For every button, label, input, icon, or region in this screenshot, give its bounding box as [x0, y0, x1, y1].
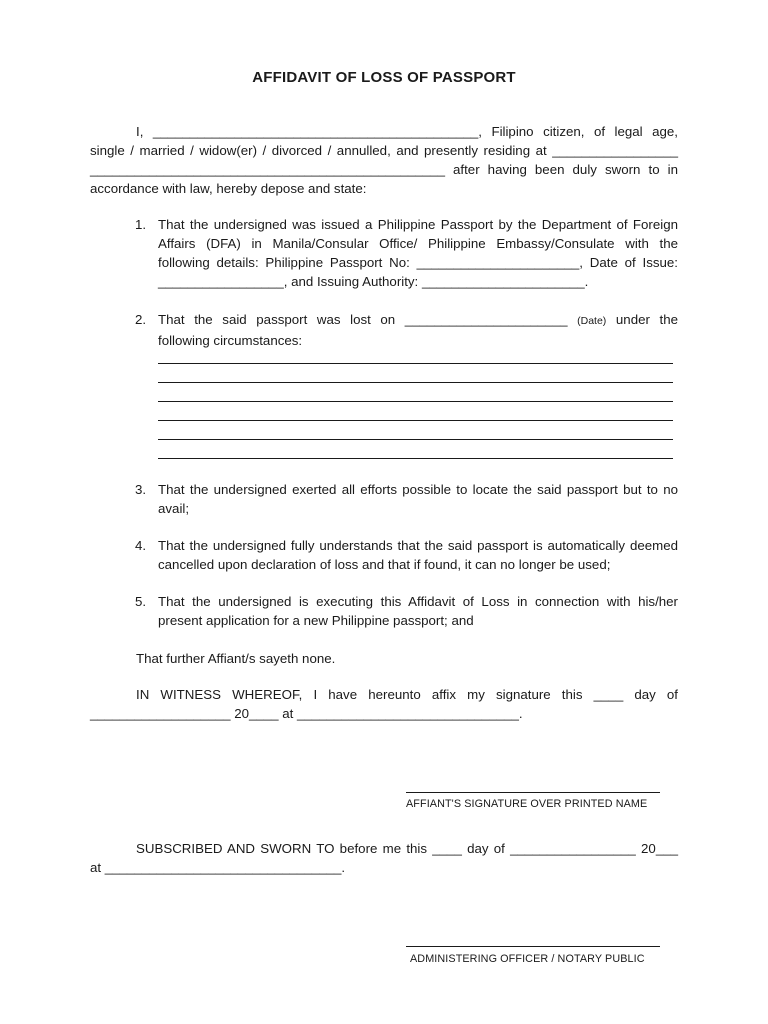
- item-text: [158, 592, 678, 630]
- intro-paragraph: [90, 122, 678, 198]
- item-line: present application for a new Philippine passport; and: [158, 613, 474, 628]
- item-text: [158, 310, 678, 350]
- item-line: _________________, and Issuing Authority: ______________________.: [158, 274, 589, 289]
- item-number: 1.: [135, 217, 147, 232]
- under-the-text: under the: [615, 312, 678, 327]
- lost-on-text: That the said passport was lost on ______________________: [158, 312, 568, 327]
- item-text: [158, 480, 678, 518]
- circumstance-line-2: [158, 382, 673, 383]
- date-hint: (Date): [577, 315, 607, 327]
- notary-signature-label: ADMINISTERING OFFICER / NOTARY PUBLIC: [410, 953, 645, 965]
- item-text: [158, 215, 678, 291]
- circumstance-line-5: [158, 439, 673, 440]
- witness-paragraph: [90, 685, 678, 723]
- item-number: 5.: [135, 594, 147, 609]
- intro-line-4: accordance with law, hereby depose and state:: [90, 181, 367, 196]
- circumstance-line-3: [158, 401, 673, 402]
- circumstance-line-4: [158, 420, 673, 421]
- item-number: 4.: [135, 538, 147, 553]
- item-line: cancelled upon declaration of loss and that if found, it can no longer be used;: [158, 557, 611, 572]
- notary-signature-line: [406, 946, 660, 947]
- item-line: That the undersigned exerted all efforts possible to locate the said passport but to no: [158, 482, 678, 497]
- circumstance-line-1: [158, 363, 673, 364]
- subscribed-line-1: SUBSCRIBED AND SWORN TO before me this ____ day of _________________ 20___: [136, 841, 678, 856]
- further-text: That further Affiant/s sayeth none.: [136, 651, 336, 666]
- item-line: [158, 310, 678, 331]
- intro-line-3: ________________________________________________ after having been duly sworn to in: [90, 162, 678, 177]
- item-line: Affairs (DFA) in Manila/Consular Office/ Philippine Embassy/Consulate with the: [158, 236, 678, 251]
- intro-line-1: I, ____________________________________________, Filipino citizen, of legal age,: [136, 124, 678, 139]
- item-number: 3.: [135, 482, 147, 497]
- document-title: AFFIDAVIT OF LOSS OF PASSPORT: [252, 69, 516, 86]
- subscribed-line-2: at ________________________________.: [90, 860, 346, 875]
- further-paragraph: [136, 649, 678, 668]
- item-line: That the undersigned fully understands that the said passport is automatically deemed: [158, 538, 678, 553]
- affiant-signature-line: [406, 792, 660, 793]
- item-line: following circumstances:: [158, 333, 303, 348]
- subscribed-paragraph: [90, 839, 678, 877]
- item-line: That the undersigned was issued a Philippine Passport by the Department of Foreign: [158, 217, 678, 232]
- item-line: following details: Philippine Passport No: ______________________, Date of Issue:: [158, 255, 678, 270]
- item-number: 2.: [135, 312, 147, 327]
- circumstance-line-6: [158, 458, 673, 459]
- intro-line-2: single / married / widow(er) / divorced / annulled, and presently residing at _________________: [90, 143, 678, 158]
- affiant-signature-label: AFFIANT'S SIGNATURE OVER PRINTED NAME: [406, 798, 648, 810]
- witness-line-2: ___________________ 20____ at ______________________________.: [90, 706, 523, 721]
- item-line: avail;: [158, 501, 190, 516]
- witness-line-1: IN WITNESS WHEREOF, I have hereunto affix my signature this ____ day of: [136, 687, 678, 702]
- item-text: [158, 536, 678, 574]
- item-line: That the undersigned is executing this Affidavit of Loss in connection with his/her: [158, 594, 678, 609]
